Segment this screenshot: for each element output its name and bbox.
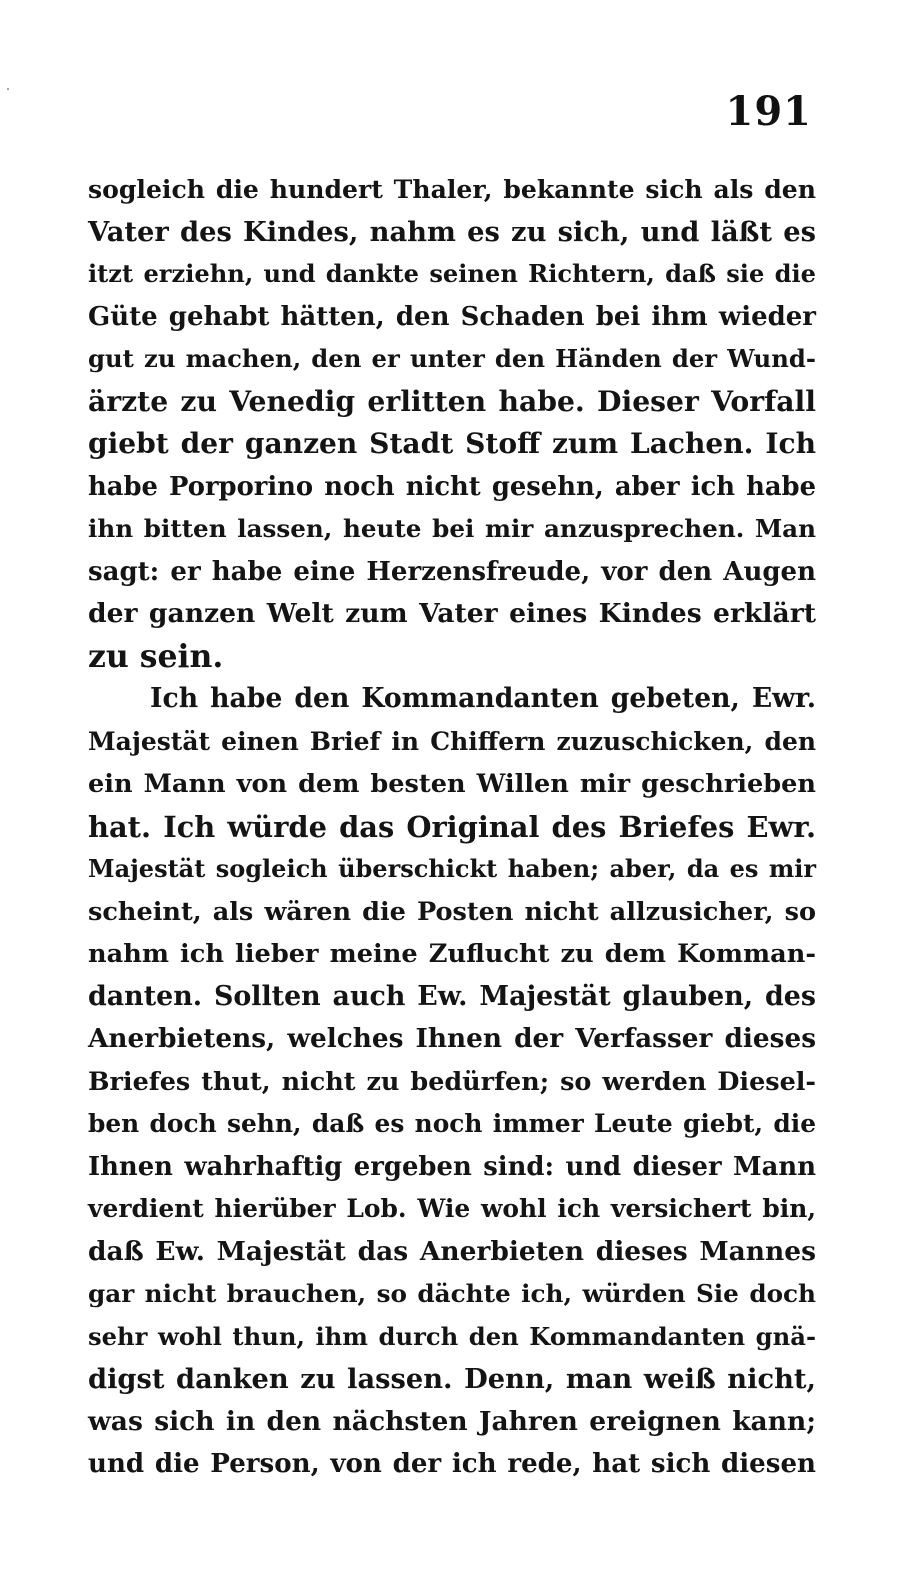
ink-speck: [7, 88, 9, 90]
text-line: was sich in den nächsten Jahren ereignen kann;: [88, 1405, 816, 1437]
text-line: Ihnen wahrhaftig ergeben sind: und dieser Mann: [88, 1151, 816, 1182]
text-line: ärzte zu Venedig erlitten habe. Dieser Vorfall: [88, 384, 816, 418]
paragraph-2: [88, 678, 816, 1486]
text-line: zu sein.: [88, 637, 224, 675]
text-line: digst danken zu lassen. Denn, man weiß nicht,: [88, 1363, 816, 1395]
text-line: Anerbietens, welches Ihnen der Verfasser dieses: [88, 1023, 816, 1054]
text-line: Majestät einen Brief in Chiffern zuzuschicken, den: [88, 726, 816, 756]
text-line: daß Ew. Majestät das Anerbieten dieses Mannes: [88, 1235, 816, 1267]
text-line: ben doch sehn, daß es noch immer Leute giebt, die: [88, 1109, 816, 1138]
text-line: ein Mann von dem besten Willen mir geschrieben: [88, 769, 816, 799]
text-line: der ganzen Welt zum Vater eines Kindes erklärt: [88, 598, 816, 629]
text-line: giebt der ganzen Stadt Stoff zum Lachen. Ich: [88, 427, 816, 460]
text-line: sogleich die hundert Thaler, bekannte sich als den: [88, 174, 816, 204]
page-number: 191: [725, 88, 812, 135]
text-line: gar nicht brauchen, so dächte ich, würden Sie doch: [88, 1279, 816, 1308]
text-line: verdient hierüber Lob. Wie wohl ich versichert bin,: [88, 1194, 816, 1223]
text-line: und die Person, von der ich rede, hat sich diesen: [88, 1449, 816, 1479]
text-line: Vater des Kindes, nahm es zu sich, und läßt es: [88, 215, 816, 248]
text-line: Ich habe den Kommandanten gebeten, Ewr.: [150, 683, 816, 714]
text-line: itzt erziehn, und dankte seinen Richtern, daß sie die: [88, 259, 816, 288]
text-line: hat. Ich würde das Original des Briefes Ewr.: [88, 809, 816, 844]
text-line: scheint, als wären die Posten nicht allzusicher, so: [88, 896, 816, 927]
text-line: sagt: er habe eine Herzensfreude, vor den Augen: [88, 556, 816, 587]
text-line: sehr wohl thun, ihm durch den Kommandanten gnä-: [88, 1321, 816, 1351]
text-line: Briefes thut, nicht zu bedürfen; so werden Diesel-: [88, 1066, 816, 1097]
text-line: ihn bitten lassen, heute bei mir anzusprechen. Man: [88, 514, 816, 543]
paragraph-1: [88, 168, 816, 678]
text-line: gut zu machen, den er unter den Händen der Wund-: [88, 344, 816, 373]
text-line: danten. Sollten auch Ew. Majestät glauben, des: [88, 980, 816, 1012]
text-line: habe Porporino noch nicht gesehn, aber ich habe: [88, 471, 816, 502]
text-line: Güte gehabt hätten, den Schaden bei ihm wieder: [88, 301, 816, 332]
text-line: nahm ich lieber meine Zuflucht zu dem Komman-: [88, 939, 816, 969]
text-line: Majestät sogleich überschickt haben; aber, da es mir: [88, 854, 816, 883]
